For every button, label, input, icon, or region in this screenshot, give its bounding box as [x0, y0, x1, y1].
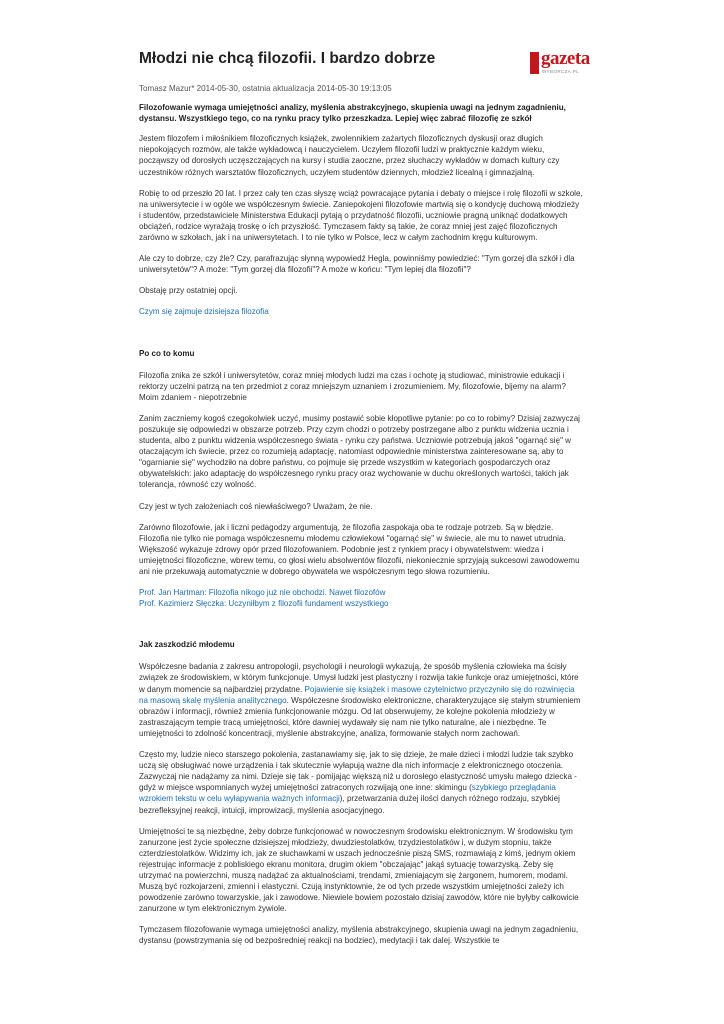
paragraph: Zanim zaczniemy kogoś czegokolwiek uczyć, musimy postawić sobie kłopotliwe pytanie: po co to robimy? Dzisiaj zazwyczaj poszukuje się odpowiedzi w obszarze potrzeb. Przy czym chodzi o potrzeby postrzegane albo z punktu widzenia ucznia i studenta, albo z punktu widzenia współczesnego świata - rynku czy państwa. Uczniowie potrzebują jakoś "ogarnąć się" w otaczającym ich świecie, przez co rozumieją adaptację, natomiast odpowiednie ministerstwa zainteresowane są, aby to "ogarnianie się" wychodziło na dobre państwu, co pojmuje się przede wszystkim w kategoriach gospodarczych oraz obywatelskich: jako adaptację do współczesnego rynku pracy oraz wychowanie w duchu określonych wartości, takich jak tolerancja, równość czy wolność. [139, 413, 580, 490]
related-link[interactable]: Czym się zajmuje dzisiejsza filozofia [139, 307, 269, 317]
related-link[interactable]: Prof. Jan Hartman: Filozofia nikogo już nie obchodzi. Nawet filozofów [139, 588, 386, 598]
paragraph: Tymczasem filozofowanie wymaga umiejętności analizy, myślenia abstrakcyjnego, skupienia uwagi na jednym zagadnieniu, dystansu (powstrzymania się od bezpośredniej reakcji na bodziec), medytacji i tak dalej. Wszystkie te [139, 925, 579, 946]
paragraph: Robię to od przeszło 20 lat. I przez cały ten czas słyszę wciąż powracające pytania i debaty o miejsce i rolę filozofii w szkole, na uniwersytecie i w ogóle we współczesnym świecie. Zaniepokojeni filozofowie martwią się o kondycję duchową młodzieży i studentów, przedstawiciele Ministerstwa Edukacji pytają o przydatność filozofii, uczniowie pragną uniknąć dodatkowych obciążeń, rodzice wyrażają troskę o ich przyszłość. Tymczasem fakty są takie, że coraz mniej jest zajęć filozoficznych zarówno w szkołach, jak i na uniwersytetach. I to nie tylko w Polsce, lecz w całym zachodnim kręgu kulturowym. [139, 188, 583, 243]
logo-subtitle: WYBORCZA.PL [542, 69, 580, 74]
article-lead: Filozofowanie wymaga umiejętności analizy, myślenia abstrakcyjnego, skupienia uwagi na jednym zagadnieniu, dystansu. Wszystkiego tego, co na rynku pracy tylko przeszkadza. Lepiej więc zabrać filozofię ze szkół [139, 103, 566, 124]
paragraph: Obstaję przy ostatniej opcji. [139, 286, 238, 296]
paragraph: Ale czy to dobrze, czy źle? Czy, parafrazując słynną wypowiedź Hegla, powinniśmy powiedzieć: "Tym gorzej dla szkół i dla uniwersytetów"? A może: "Tym gorzej dla filozofii"? A może w końcu: "Tym lepiej dla filozofii"? [139, 254, 575, 275]
gazeta-logo[interactable] [530, 48, 590, 76]
related-links [139, 587, 583, 609]
related-link[interactable]: Prof. Kazimierz Słęczka: Uczyniłbym z filozofii fundament wszystkiego [139, 599, 389, 609]
article-title: Młodzi nie chcą filozofii. I bardzo dobrze [139, 50, 436, 67]
paragraph [139, 749, 583, 816]
paragraph: Filozofia znika ze szkół i uniwersytetów, coraz mniej młodych ludzi ma czas i ochotę ją studiować, ministrowie edukacji i rektorzy uczelni patrzą na ten przedmiot z coraz mniejszym uznaniem i zrozumieniem. My, filozofowie, bijemy na alarm? Moim zdaniem - niepotrzebnie [139, 370, 566, 402]
logo-red-bar [530, 52, 539, 74]
paragraph: Jestem filozofem i miłośnikiem filozoficznych książek, zwolennikiem zażartych filozoficznych dyskusji oraz długich niepokojących rozmów, ale także wykładowcą i nauczycielem. Uczyłem filozofii ludzi w praktycznie każdym wieku, począwszy od dorosłych uczęszczających na kursy i studia zaoczne, przez słuchaczy wykładów w domach kultury czy uczestników różnych warsztatów filozoficznych, uczyłem studentów dziennych, młodzież licealną i gimnazjalną. [139, 134, 560, 177]
byline: Tomasz Mazur* 2014-05-30, ostatnia aktualizacja 2014-05-30 19:13:05 [139, 84, 392, 93]
paragraph-text: Często my, ludzie nieco starszego pokolenia, zastanawiamy się, jak to się dzieje, że małe dzieci i młodzi ludzie tak szybko uczą się obsługiwać nowe urządzenia i tak skutecznie wyłapują ważne dla nich informacje z elektronicznego otoczenia. Zazwyczaj nie nadążamy za nimi. Dzieje się tak - pomijając większą niż u dorosłego elastyczność umysłu małego dziecka - gdyż w miejsce wspomnianych wyżej umiejętności zatraconych rozwijają one inne: skimingu ( [139, 750, 577, 793]
inline-link[interactable]: Pojawienie się książek i masowe czytelnictwo przyczyniło się do rozwinięcia na masową skalę myślenia analitycznego [139, 684, 575, 705]
logo-wordmark: gazeta [541, 48, 590, 69]
paragraph [139, 661, 583, 739]
section-heading: Jak zaszkodzić młodemu [139, 640, 235, 650]
section-heading: Po co to komu [139, 348, 195, 358]
paragraph: Umiejętności te są niezbędne, żeby dobrze funkcjonować w nowoczesnym środowisku elektronicznym. W środowisku tym zanurzone jest życie społeczne dzisiejszej młodzieży, dwudziestolatków, trzydziestolatków i, w dużym stopniu, także czterdziestolatków. Widzimy ich, jak ze słuchawkami w uszach jednocześnie piszą SMS, rozmawiają z kimś, jednym okiem rejestrując informacje z pobliskiego ekranu monitora, drugim okiem "obczajając" jakąś sytuację towarzyską. Żeby się utrzymać na powierzchni, muszą nadążać za aktualnościami, trendami, zmieniającym się żargonem, humorem, modami. Muszą być rozkojarzeni, zmienni i elastyczni. Czują instynktownie, że od tych przede wszystkim umiejętności zależy ich powodzenie zarówno towarzyskie, jak i zawodowe. Niewiele bowiem pozostało dzisiaj zawodów, które nie byłyby całkowicie zanurzone w tym elektronicznym żywiole. [139, 826, 579, 914]
inline-link[interactable]: szybkiego przeglądania wzrokiem tekstu w celu wyłapywania ważnych informacji [139, 783, 556, 804]
article-body [139, 83, 583, 957]
paragraph: Czy jest w tych założeniach coś niewłaściwego? Uważam, że nie. [139, 501, 373, 511]
related-link-paragraph [139, 306, 583, 317]
paragraph-text: Współczesne badania z zakresu antropologii, psychologii i neurologii wykazują, że sposób myślenia człowieka ma ścisły związek ze środowiskiem, w którym funkcjonuje. Umysł ludzki jest plastyczny i rozwija takie funkcje oraz umiejętności, które w danym momencie są najbardziej przydatne. [139, 662, 579, 694]
paragraph-text: ), przetwarzania dużej ilości danych różnego rodzaju, szybkiej bezrefleksyjnej reakcji, intuicji, improwizacji, myślenia asocjacyjnego. [139, 794, 560, 815]
paragraph-text: . Współczesne środowisko elektroniczne, charakteryzujące się stałym strumieniem obrazów i informacji, również zmienia funkcjonowanie mózgu. Od lat obserwujemy, że kolejne pokolenia młodzieży w zastraszającym tempie tracą umiejętności, które dawniej wydawały się nam nie tylko naturalne, ale i niezbędne. Te umiejętności to zdolność koncentracji, myślenie abstrakcyjne, analiza, formowanie stałych norm zachowań. [139, 695, 581, 738]
paragraph: Zarówno filozofowie, jak i liczni pedagodzy argumentują, że filozofia zaspokaja oba te rodzaje potrzeb. Są w błędzie. Filozofia nie tylko nie pomaga współczesnemu młodemu człowiekowi "ogarnąć się" w świecie, ale mu to nawet utrudnia. Większość wykazuje zdrowy opór przed filozofowaniem. Podobnie jest z rynkiem pracy i obywatelstwem: wiedza i umiejętności filozoficzne, wbrew temu, co głosi wielu absolwentów filozofii, niekoniecznie sprzyjają sukcesowi zawodowemu ani nie przekuwają automatycznie w dobrego obywatela we współczesnym tego słowa rozumieniu. [139, 522, 580, 576]
